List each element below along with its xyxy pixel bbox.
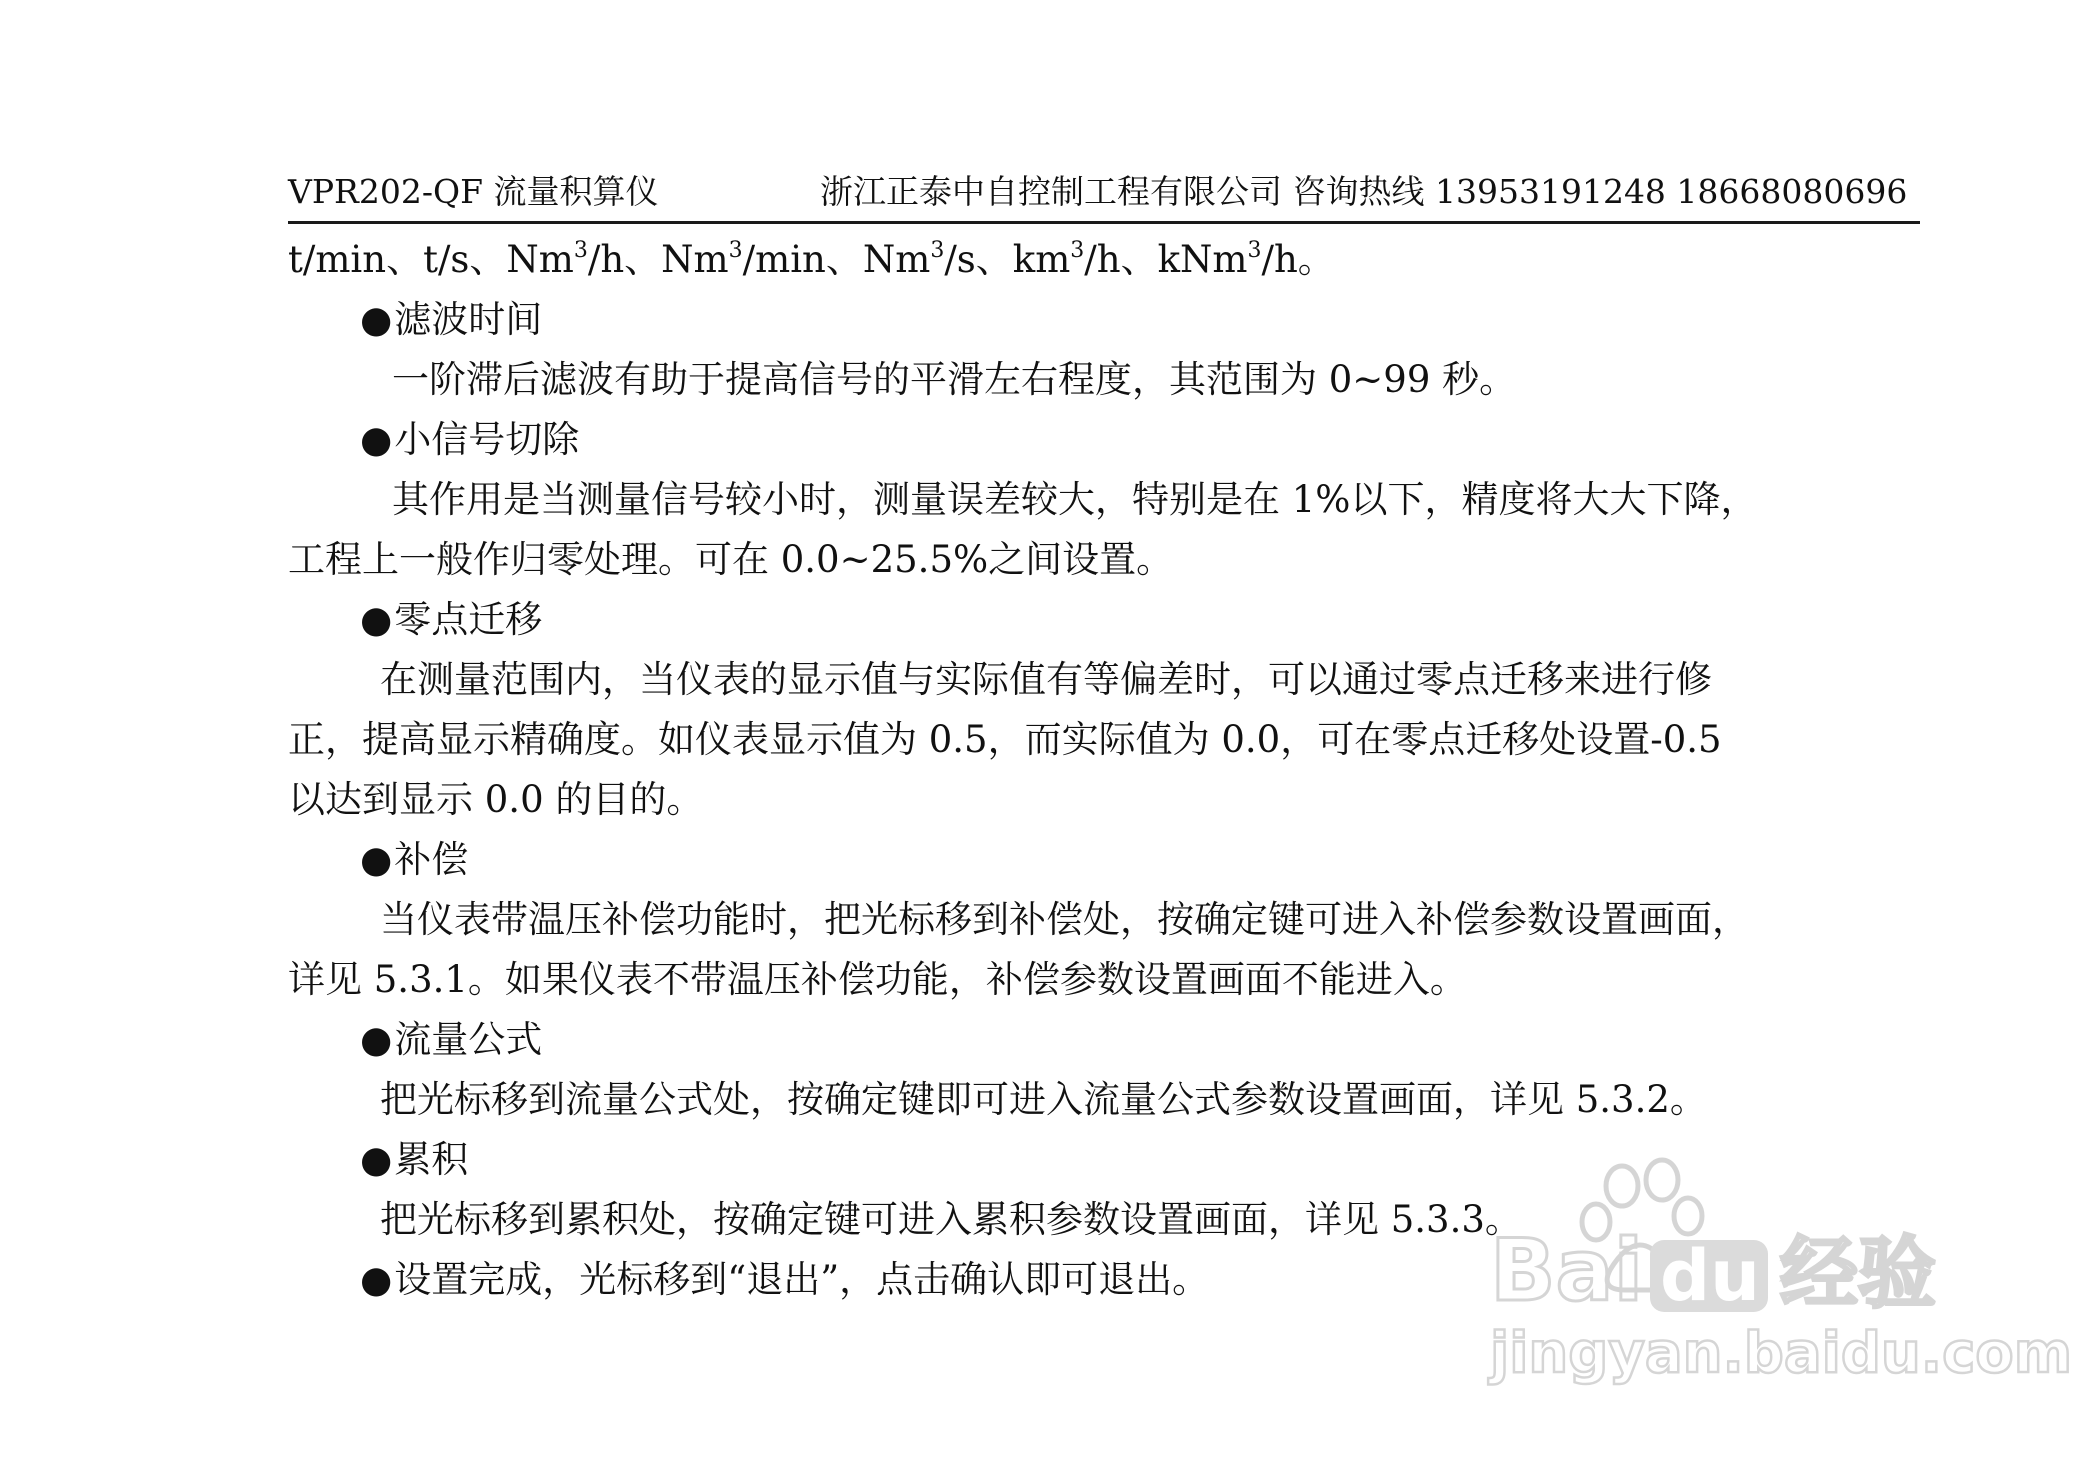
watermark-url: jingyan.baidu.com xyxy=(1490,1321,2073,1386)
header-product-name: VPR202-QF 流量积算仪 xyxy=(288,172,659,211)
watermark-brand: Bai xyxy=(1490,1221,1644,1321)
bullet-icon: ● xyxy=(360,838,393,881)
section-heading-small-signal: ●小信号切除 xyxy=(360,418,580,461)
paragraph-zero-shift-line3: 以达到显示 0.0 的目的。 xyxy=(288,778,704,821)
paragraph-flow-formula: 把光标移到流量公式处，按确定键即可进入流量公式参数设置画面，详见 5.3.2。 xyxy=(380,1078,1707,1121)
section-heading-flow-formula: ●流量公式 xyxy=(360,1018,543,1061)
watermark-brand-du: du xyxy=(1660,1235,1760,1317)
header-company-hotline: 浙江正泰中自控制工程有限公司 咨询热线 13953191248 18668080696 xyxy=(820,172,1908,211)
bullet-icon: ● xyxy=(360,1138,393,1181)
bullet-icon: ● xyxy=(360,1258,393,1301)
bullet-icon: ● xyxy=(360,418,393,461)
page-header xyxy=(288,172,1918,212)
section-heading-zero-shift: ●零点迁移 xyxy=(360,598,543,641)
baidu-jingyan-watermark xyxy=(1490,1150,2073,1390)
bullet-icon: ● xyxy=(360,298,393,341)
section-heading-filter: ●滤波时间 xyxy=(360,298,543,341)
watermark-brand-cn: 经验 xyxy=(1780,1229,1937,1319)
paragraph-small-signal-line1: 其作用是当测量信号较小时，测量误差较大，特别是在 1%以下，精度将大大下降， xyxy=(392,478,1758,521)
paragraph-accumulate: 把光标移到累积处，按确定键可进入累积参数设置画面，详见 5.3.3。 xyxy=(380,1198,1522,1241)
paragraph-compensation-line2: 详见 5.3.1。如果仪表不带温压补偿功能，补偿参数设置画面不能进入。 xyxy=(288,958,1467,1001)
bullet-icon: ● xyxy=(360,598,393,641)
bullet-icon: ● xyxy=(360,1018,393,1061)
header-divider xyxy=(288,221,1920,224)
units-line: t/min、t/s、Nm$^3$/h、Nm$^3$/min、Nm$^3$/s、$km^3/h$、kNm$^3$/h。 xyxy=(288,238,1335,281)
section-heading-compensation: ●补偿 xyxy=(360,838,469,881)
section-heading-accumulate: ●累积 xyxy=(360,1138,469,1181)
paragraph-zero-shift-line2: 正，提高显示精确度。如仪表显示值为 0.5，而实际值为 0.0，可在零点迁移处设置-0.5 xyxy=(288,718,1722,761)
paragraph-filter: 一阶滞后滤波有助于提高信号的平滑左右程度，其范围为 0~99 秒。 xyxy=(392,358,1517,401)
paragraph-zero-shift-line1: 在测量范围内，当仪表的显示值与实际值有等偏差时，可以通过零点迁移来进行修 xyxy=(380,658,1712,701)
paragraph-small-signal-line2: 工程上一般作归零处理。可在 0.0~25.5%之间设置。 xyxy=(288,538,1174,581)
paragraph-compensation-line1: 当仪表带温压补偿功能时，把光标移到补偿处，按确定键可进入补偿参数设置画面， xyxy=(380,898,1749,941)
section-finish: ●设置完成，光标移到“退出”，点击确认即可退出。 xyxy=(360,1258,1210,1301)
